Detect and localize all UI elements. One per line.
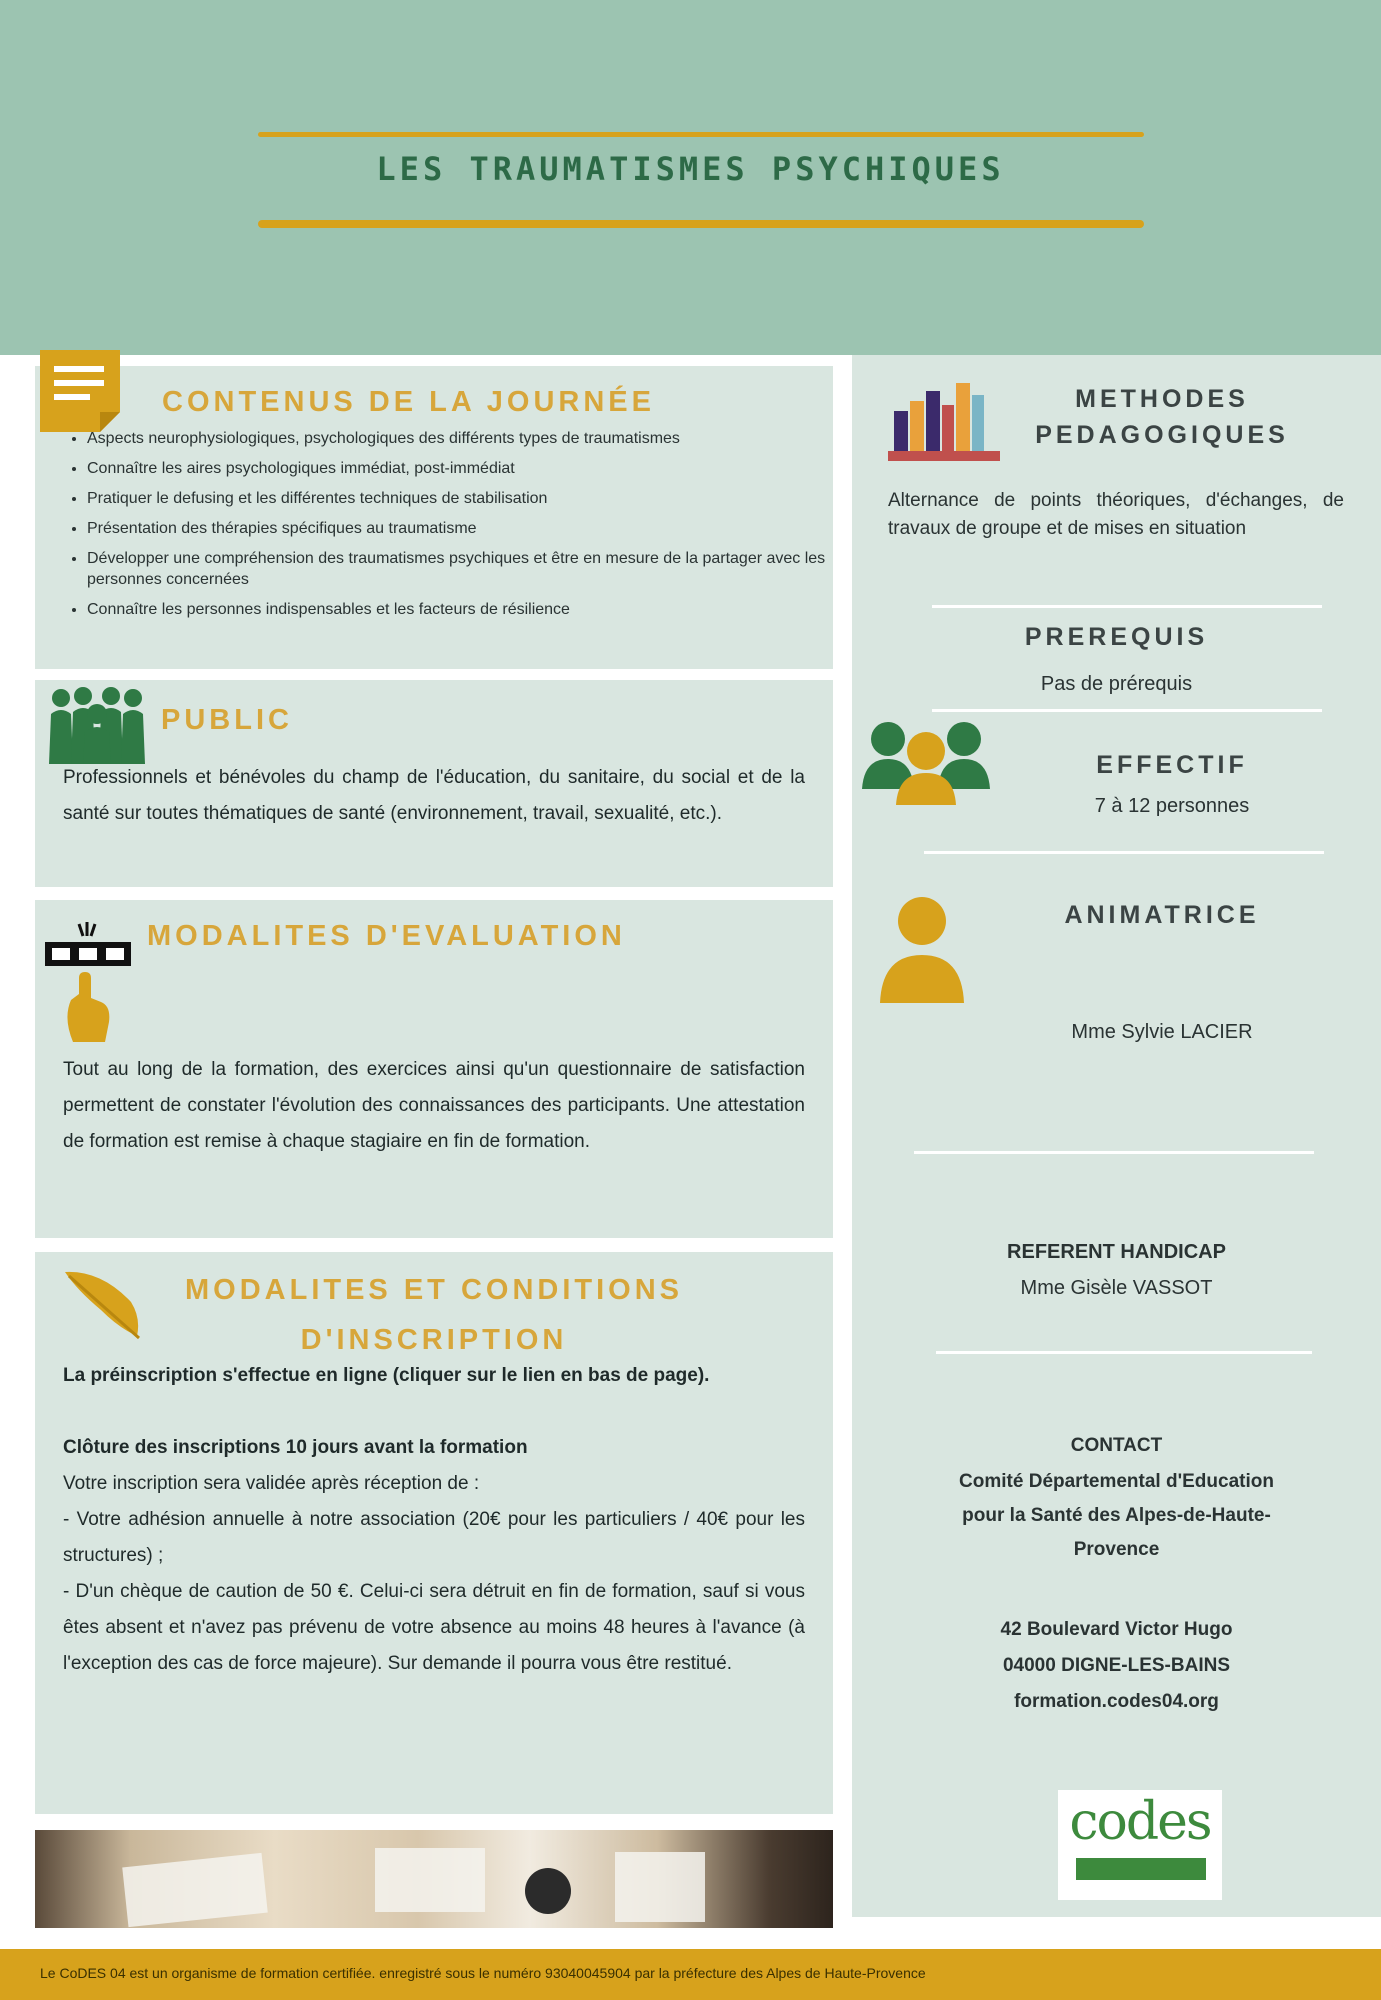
evaluation-text: Tout au long de la formation, des exercices ainsi qu'un questionnaire de satisfaction permettent de constater l'évolution des connaissances des participants. Une attestation de formation est remise à chaque stagiaire en fin de formation. (63, 1059, 805, 1152)
methodes-text: Alternance de points théoriques, d'échanges, de travaux de groupe et de mises en situation (888, 490, 1344, 539)
effectif-text: 7 à 12 personnes (1094, 795, 1250, 817)
codes-logo (1058, 1790, 1222, 1900)
referent-heading: REFERENT HANDICAP (1007, 1241, 1226, 1263)
evaluation-panel (35, 900, 833, 1238)
footer-banner (0, 1949, 1381, 2000)
document-icon (40, 350, 120, 432)
inscription-heading-line2: D'INSCRIPTION (300, 1324, 568, 1356)
list-item: • Développer une compréhension des traumatismes psychiques et être en mesure de la partager avec les personnes concernées (87, 548, 842, 590)
footer-text: Le CoDES 04 est un organisme de formation certifiée. enregistré sous le numéro 93040045904 par la préfecture des Alpes de Haute-Provence (40, 1965, 926, 1981)
inscription-adhesion: - Votre adhésion annuelle à notre association (20€ pour les particuliers / 40€ pour les structures) ; (63, 1509, 805, 1566)
divider (932, 605, 1322, 608)
books-icon (888, 377, 1000, 463)
team-icon (860, 717, 992, 805)
referent-name: Mme Gisèle VASSOT (1020, 1277, 1213, 1299)
contact-email: formation.codes04.org (1014, 1691, 1219, 1712)
info-sidebar (852, 355, 1381, 1917)
divider (924, 851, 1324, 854)
inscription-validation: Votre inscription sera validée après réception de : (63, 1473, 480, 1494)
contenus-panel (35, 366, 833, 669)
public-text: Professionnels et bénévoles du champ de l'éducation, du sanitaire, du social et de la santé sur toutes thématiques de santé (environnement, travail, sexualité, etc.). (63, 767, 805, 824)
page-title: LES TRAUMATISMES PSYCHIQUES (376, 150, 1005, 188)
methodes-heading-line1: METHODES (1075, 385, 1249, 413)
divider (914, 1151, 1314, 1154)
inscription-cloture: Clôture des inscriptions 10 jours avant la formation (63, 1437, 528, 1458)
effectif-heading: EFFECTIF (1096, 751, 1248, 779)
list-item: • Connaître les aires psychologiques immédiat, post-immédiat (87, 458, 842, 479)
methodes-heading-line2: PEDAGOGIQUES (1035, 421, 1289, 449)
contact-address-street: 42 Boulevard Victor Hugo (1000, 1619, 1233, 1640)
contenus-list (65, 428, 842, 629)
person-icon (880, 895, 964, 1003)
animatrice-heading: ANIMATRICE (1064, 901, 1260, 929)
contact-address-city: 04000 DIGNE-LES-BAINS (1002, 1655, 1230, 1676)
prerequis-text: Pas de prérequis (1040, 673, 1193, 695)
list-item: • Connaître les personnes indispensables et les facteurs de résilience (87, 599, 842, 620)
group-people-icon (45, 684, 149, 764)
animatrice-name: Mme Sylvie LACIER (1071, 1021, 1253, 1043)
evaluation-heading: MODALITES D'EVALUATION (147, 920, 626, 952)
rating-hand-icon (43, 922, 133, 1044)
prerequis-heading: PREREQUIS (1024, 623, 1209, 651)
list-item: • Pratiquer le defusing et les différentes techniques de stabilisation (87, 488, 842, 509)
contact-org-line3: Provence (1073, 1539, 1160, 1560)
public-panel (35, 680, 833, 887)
public-heading: PUBLIC (161, 704, 293, 736)
divider (932, 709, 1322, 712)
inscription-caution: - D'un chèque de caution de 50 €. Celui-ci sera détruit en fin de formation, sauf si vous êtes absent et n'avez pas prévenu de votre absence au moins 48 heures à l'avance (à l'exception des cas de force majeure). Sur demande il pourra vous être restitué. (63, 1581, 805, 1674)
logo-wordmark: codes (1069, 1792, 1211, 1852)
list-item: • Aspects neurophysiologiques, psychologiques des différents types de traumatismes (87, 428, 842, 449)
inscription-body (63, 1358, 805, 1682)
contact-org-line2: pour la Santé des Alpes-de-Haute- (962, 1505, 1271, 1526)
contact-heading: CONTACT (1070, 1435, 1163, 1456)
header-rule-bottom (258, 220, 1144, 228)
contenus-heading: CONTENUS DE LA JOURNÉE (162, 386, 655, 418)
header-banner (0, 0, 1381, 355)
inscription-panel (35, 1252, 833, 1814)
header-rule-top (258, 132, 1144, 137)
inscription-heading-line1: MODALITES ET CONDITIONS (185, 1274, 683, 1306)
inscription-preinscription: La préinscription s'effectue en ligne (cliquer sur le lien en bas de page). (63, 1365, 710, 1386)
list-item: • Présentation des thérapies spécifiques au traumatisme (87, 518, 842, 539)
contact-org-line1: Comité Départemental d'Education (959, 1471, 1274, 1492)
divider (936, 1351, 1312, 1354)
desk-photo (35, 1830, 833, 1928)
